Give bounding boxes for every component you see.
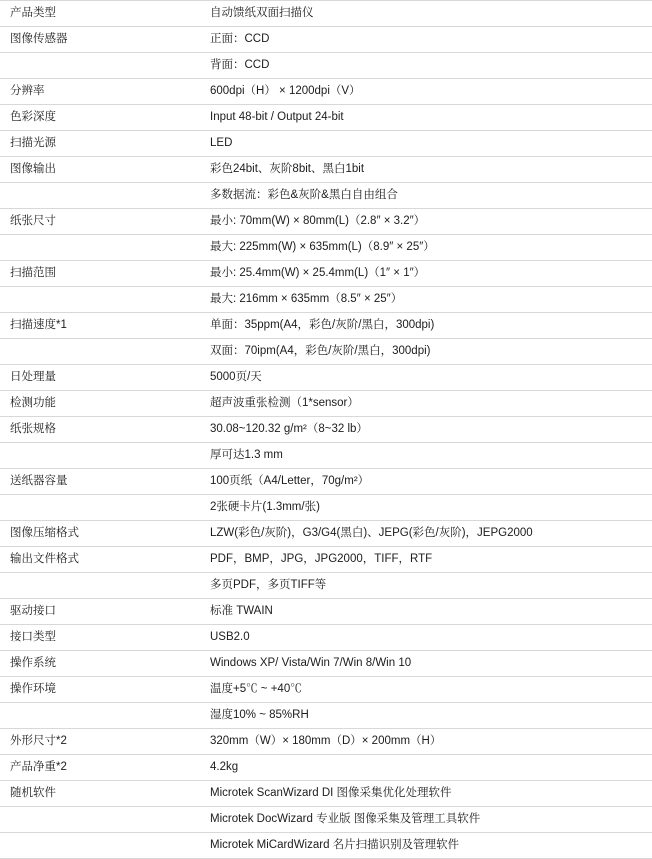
spec-label: 产品净重*2 [0,755,196,781]
table-row [0,781,652,807]
spec-value: Microtek MiCardWizard 名片扫描识别及管理软件 [196,833,652,859]
spec-value: 多数据流：彩色&灰阶&黑白自由组合 [196,183,652,209]
table-row [0,131,652,157]
spec-value: Microtek DocWizard 专业版 图像采集及管理工具软件 [196,807,652,833]
spec-label: 扫描范围 [0,261,196,287]
table-row [0,27,652,53]
spec-value: 最小: 70mm(W) × 80mm(L)（2.8″ × 3.2″） [196,209,652,235]
table-row [0,339,652,365]
spec-value: 背面：CCD [196,53,652,79]
table-row [0,625,652,651]
specification-table-body [0,1,652,859]
spec-label [0,287,196,313]
spec-label: 图像输出 [0,157,196,183]
spec-label: 扫描速度*1 [0,313,196,339]
table-row [0,755,652,781]
spec-label [0,833,196,859]
table-row [0,677,652,703]
spec-label: 接口类型 [0,625,196,651]
spec-value: 温度+5℃ ~ +40℃ [196,677,652,703]
table-row [0,157,652,183]
spec-label: 检测功能 [0,391,196,417]
spec-label: 纸张规格 [0,417,196,443]
spec-label: 图像传感器 [0,27,196,53]
spec-label: 输出文件格式 [0,547,196,573]
spec-value: LZW(彩色/灰阶)，G3/G4(黑白)、JEPG(彩色/灰阶)，JEPG2000 [196,521,652,547]
spec-value: 600dpi（H） × 1200dpi（V） [196,79,652,105]
table-row [0,183,652,209]
table-row [0,313,652,339]
spec-label [0,183,196,209]
table-row [0,365,652,391]
spec-value: 自动馈纸双面扫描仪 [196,1,652,27]
spec-value: 湿度10% ~ 85%RH [196,703,652,729]
spec-label [0,495,196,521]
table-row [0,261,652,287]
table-row [0,209,652,235]
spec-value: 超声波重张检测（1*sensor） [196,391,652,417]
spec-label: 操作系统 [0,651,196,677]
spec-value: Input 48-bit / Output 24-bit [196,105,652,131]
spec-value: 多页PDF，多页TIFF等 [196,573,652,599]
spec-value: 标准 TWAIN [196,599,652,625]
spec-value: 正面：CCD [196,27,652,53]
spec-value: 最大: 225mm(W) × 635mm(L)（8.9″ × 25″） [196,235,652,261]
spec-label: 操作环境 [0,677,196,703]
table-row [0,599,652,625]
spec-value: 最大: 216mm × 635mm（8.5″ × 25″） [196,287,652,313]
spec-value: 5000页/天 [196,365,652,391]
spec-label: 日处理量 [0,365,196,391]
spec-value: Microtek ScanWizard DI 图像采集优化处理软件 [196,781,652,807]
spec-label [0,339,196,365]
spec-value: 双面：70ipm(A4，彩色/灰阶/黑白，300dpi) [196,339,652,365]
table-row [0,703,652,729]
spec-value: USB2.0 [196,625,652,651]
spec-value: LED [196,131,652,157]
spec-label: 驱动接口 [0,599,196,625]
spec-label [0,443,196,469]
table-row [0,651,652,677]
table-row [0,547,652,573]
table-row [0,521,652,547]
spec-label [0,703,196,729]
spec-value: 2张硬卡片(1.3mm/张) [196,495,652,521]
spec-label [0,53,196,79]
spec-value: 最小: 25.4mm(W) × 25.4mm(L)（1″ × 1″） [196,261,652,287]
spec-value: Windows XP/ Vista/Win 7/Win 8/Win 10 [196,651,652,677]
table-row [0,53,652,79]
spec-label [0,235,196,261]
spec-label: 纸张尺寸 [0,209,196,235]
spec-value: 320mm（W）× 180mm（D）× 200mm（H） [196,729,652,755]
spec-value: 彩色24bit、灰阶8bit、黑白1bit [196,157,652,183]
spec-label: 产品类型 [0,1,196,27]
spec-label: 送纸器容量 [0,469,196,495]
spec-value: 厚可达1.3 mm [196,443,652,469]
spec-value: 单面：35ppm(A4，彩色/灰阶/黑白，300dpi) [196,313,652,339]
spec-label: 外形尺寸*2 [0,729,196,755]
spec-value: PDF，BMP，JPG，JPG2000，TIFF，RTF [196,547,652,573]
spec-value: 30.08~120.32 g/m²（8~32 lb） [196,417,652,443]
table-row [0,495,652,521]
spec-label: 扫描光源 [0,131,196,157]
table-row [0,391,652,417]
table-row [0,79,652,105]
spec-label: 图像压缩格式 [0,521,196,547]
spec-label: 分辨率 [0,79,196,105]
spec-value: 100页纸（A4/Letter，70g/m²） [196,469,652,495]
table-row [0,729,652,755]
spec-label [0,807,196,833]
spec-label: 色彩深度 [0,105,196,131]
table-row [0,807,652,833]
table-row [0,469,652,495]
table-row [0,105,652,131]
spec-label [0,573,196,599]
table-row [0,443,652,469]
table-row [0,833,652,859]
table-row [0,1,652,27]
table-row [0,287,652,313]
table-row [0,417,652,443]
table-row [0,235,652,261]
spec-label: 随机软件 [0,781,196,807]
spec-value: 4.2kg [196,755,652,781]
table-row [0,573,652,599]
